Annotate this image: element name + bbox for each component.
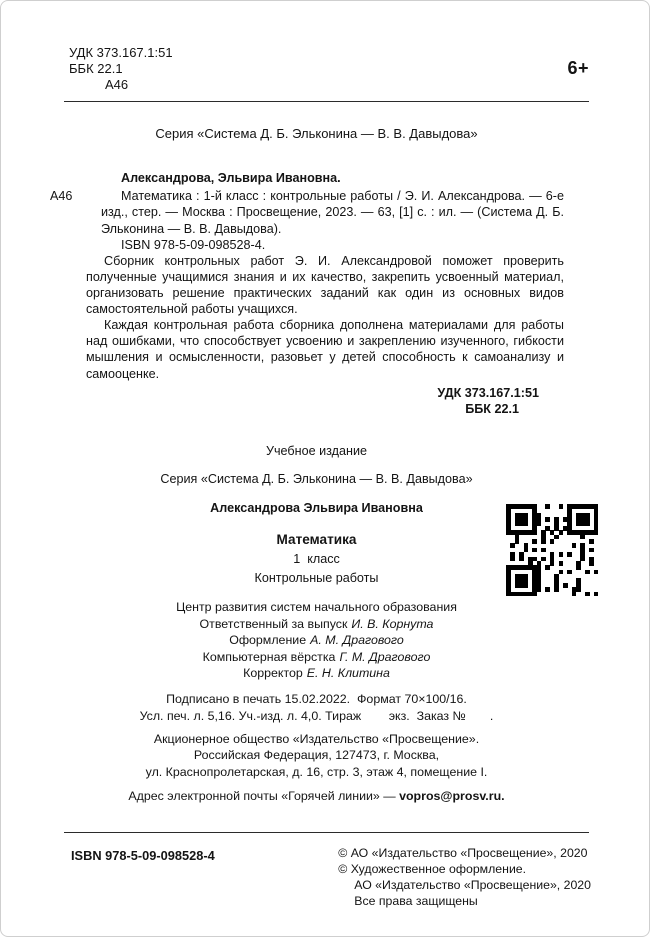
top-block [1, 1, 649, 101]
copyright-line: © АО «Издательство «Просвещение», 2020 [338, 846, 588, 861]
series-header: Серия «Система Д. Б. Эльконина — В. В. Давыдова» [155, 125, 478, 141]
credit-person-name: А. М. Драгового [310, 633, 404, 648]
qr-code [506, 504, 598, 596]
bbk-code: ББК 22.1 [69, 60, 123, 76]
credit-role-label: Корректор [243, 666, 303, 681]
book-grade: 1 класс [293, 552, 340, 567]
edition-series: Серия «Система Д. Б. Эльконина — В. В. Давыдова» [160, 472, 473, 487]
footer-isbn: ISBN 978-5-09-098528-4 [71, 848, 215, 864]
hotline-label: Адрес электронной почты «Горячей линии» — [128, 788, 396, 803]
annotation-paragraph-2: Каждая контрольная работа сборника дополнена материалами для работы над ошибками, что способствует усвоению и закреплению изученного, гибкости мышления и осмысленности, разовьет у детей способность к самоанализу и самооценке. [86, 318, 564, 381]
credit-person-name: И. В. Корнута [351, 616, 434, 631]
top-rule [64, 101, 589, 102]
main-content [1, 126, 649, 805]
bib-entry [50, 188, 564, 236]
credit-role-label: Компьютерная вёрстка [202, 649, 336, 664]
credit-line [69, 616, 564, 633]
copyright-line: Все права защищены [354, 894, 478, 909]
udk-right: УДК 373.167.1:51 [437, 385, 539, 400]
classification-codes [69, 45, 173, 93]
age-rating-badge: 6+ [567, 58, 589, 78]
copyright-line: АО «Издательство «Просвещение», 2020 [354, 878, 591, 893]
footer-block [1, 832, 649, 910]
book-title: Математика [276, 531, 357, 547]
publisher-address-1: Российская Федерация, 127473, г. Москва, [193, 748, 440, 763]
edition-author: Александрова Эльвира Ивановна [210, 500, 423, 515]
publisher-name: Акционерное общество «Издательство «Просвещение». [153, 732, 480, 747]
credit-role-label: Оформление [229, 633, 307, 648]
credits-block [69, 599, 564, 682]
credit-line [69, 665, 564, 682]
credit-line [69, 649, 564, 666]
hotline-email: vopros@prosv.ru. [399, 788, 505, 803]
bib-isbn: ISBN 978-5-09-098528-4. [121, 237, 266, 252]
edition-kind: Учебное издание [266, 444, 367, 459]
publisher-block [69, 731, 564, 779]
credit-role-label: Ответственный за выпуск [199, 616, 348, 631]
print-info-line-1: Подписано в печать 15.02.2022. Формат 70×100/16. [166, 691, 467, 706]
copyright-line: © Художественное оформление. [338, 862, 527, 877]
print-info-line-2: Усл. печ. л. 5,16. Уч.-изд. л. 4,0. Тираж экз. Заказ № . [139, 708, 494, 723]
credit-line [69, 632, 564, 649]
bib-description: Математика : 1-й класс : контрольные работы / Э. И. Александрова. — 6-е изд., стер. — Москва : Просвещение, 2023. — 63, [1] с. : ил. — (Система Д. Б. Эльконина — В. В. Давыдова). [101, 189, 564, 236]
annotation-paragraph-1: Сборник контрольных работ Э. И. Александровой поможет проверить полученные учащимися знания и их качество, закрепить усвоенный материал, организовать решение практических заданий как один из основных видов самостоятельной работы учащихся. [86, 253, 564, 317]
bbk-right: ББК 22.1 [465, 401, 519, 416]
hotline-line [69, 789, 564, 805]
credit-person-name: Е. Н. Клитина [306, 666, 390, 681]
book-subtitle: Контрольные работы [254, 571, 379, 586]
credits-center-name: Центр развития систем начального образования [176, 600, 457, 615]
copyright-block [338, 846, 591, 910]
credit-person-name: Г. М. Драгового [339, 649, 431, 664]
bib-entry-code: А46 [50, 189, 73, 204]
author-sign-code: А46 [105, 76, 129, 92]
bib-author-heading: Александрова, Эльвира Ивановна. [121, 171, 341, 186]
publisher-address-2: ул. Краснопролетарская, д. 16, стр. 3, этаж 4, помещение I. [145, 764, 488, 779]
udk-code: УДК 373.167.1:51 [69, 45, 173, 60]
print-info-block [69, 691, 564, 724]
